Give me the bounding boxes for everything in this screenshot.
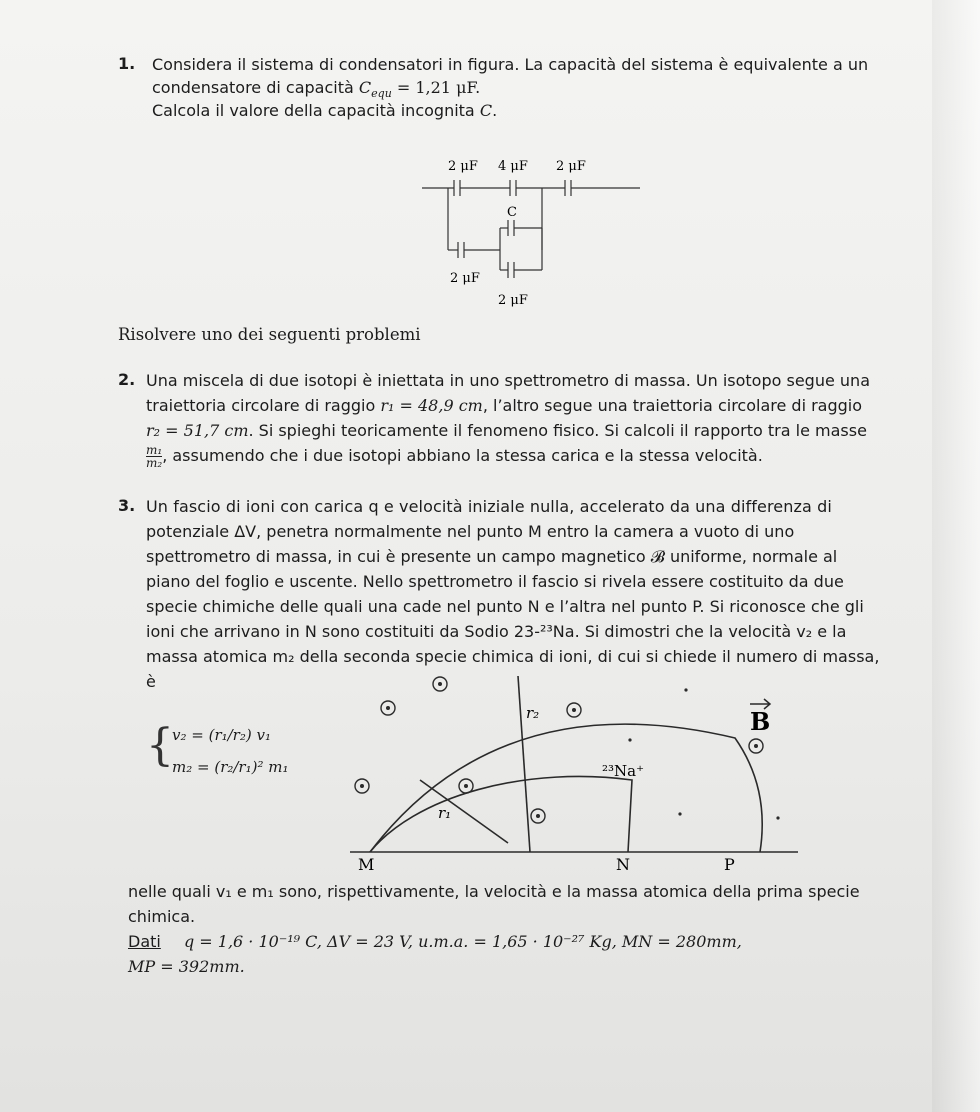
problem-2-line-3: r₂ = 51,7 cm. Si spieghi teoricamente il fenomeno fisico. Si calcoli il rapporto tra le masse xyxy=(146,421,867,440)
problem-3-number: 3. xyxy=(118,496,136,515)
mass-ratio-fraction: $\frac{\text{m₁}}{\text{m₂}}$ xyxy=(146,443,163,470)
label-top-c2: 4 μF xyxy=(498,159,528,174)
problem-3-line-4: piano del foglio e uscente. Nello spettrometro il fascio si rivela essere costituito da due xyxy=(146,572,844,591)
problem-1-number: 1. xyxy=(118,54,136,73)
problem-2-line-2: traiettoria circolare di raggio r₁ = 48,9 cm, l’altro segue una traiettoria circolare di raggio xyxy=(146,396,863,415)
trajectory-p xyxy=(370,724,762,852)
label-r1: r₁ xyxy=(438,804,452,822)
dati-label: Dati xyxy=(128,932,161,951)
problem-1-line-3: Calcola il valore della capacità incognita C. xyxy=(152,101,498,120)
label-top-c1: 2 μF xyxy=(448,159,478,174)
label-left-bottom: 2 μF xyxy=(450,271,480,286)
problem-3-line-8: è xyxy=(146,672,156,691)
data-line-2: MP = 392mm. xyxy=(128,957,245,976)
problem-3-line-5: specie chimiche delle quali una cade nel punto N e l’altra nel punto P. Si riconosce che gli xyxy=(146,597,864,616)
problem-2-line-1: Una miscela di due isotopi è iniettata in uno spettrometro di massa. Un isotopo segue una xyxy=(146,371,870,390)
capacitor-circuit-diagram xyxy=(410,150,650,320)
brace: { xyxy=(146,720,174,771)
label-top-c3: 2 μF xyxy=(556,159,586,174)
equation-m2: m₂ = (r₂/r₁)² m₁ xyxy=(172,758,289,776)
problem-3-text xyxy=(146,494,916,694)
data-line-1: Dati q = 1,6 · 10⁻¹⁹ C, ΔV = 23 V, u.m.a. = 1,65 · 10⁻²⁷ Kg, MN = 280mm, xyxy=(128,932,742,951)
label-sodium-ion: ²³Na⁺ xyxy=(602,762,645,780)
page-edge xyxy=(932,0,980,1112)
problem-3-line-7: massa atomica m₂ della seconda specie chimica di ioni, di cui si chiede il numero di massa, xyxy=(146,647,880,666)
radius-r2-line xyxy=(518,676,530,852)
problem-3-line-6: ioni che arrivano in N sono costituiti da Sodio 23-²³Na. Si dimostri che la velocità v₂ e la xyxy=(146,622,847,641)
radius-r1-line xyxy=(420,780,508,843)
after-line-2: chimica. xyxy=(128,907,196,926)
problem-1-line-1: Considera il sistema di condensatori in figura. La capacità del sistema è equivalente a un xyxy=(152,55,869,74)
problem-3-line-3: spettrometro di massa, in cui è presente un campo magnetico 𝓑 uniforme, normale al xyxy=(146,547,838,566)
label-right-bottom: 2 μF xyxy=(498,293,528,308)
label-unknown-c: C xyxy=(507,205,517,220)
label-p: P xyxy=(724,855,735,874)
label-b-field: B xyxy=(750,707,771,736)
trajectory-n xyxy=(370,776,632,852)
equation-v2: v₂ = (r₁/r₂) v₁ xyxy=(172,726,271,744)
problem-2-line-4: $\frac{\text{m₁}}{\text{m₂}}$ , assumendo che i due isotopi abbiano la stessa carica e la stessa velocità. xyxy=(146,443,763,470)
problem-3-line-1: Un fascio di ioni con carica q e velocità iniziale nulla, accelerato da una differenza di xyxy=(146,497,832,516)
problem-1-line-2: condensatore di capacità $C_{equ} = 1,21$ μF. xyxy=(152,78,481,101)
label-m: M xyxy=(358,855,375,874)
spectrometer-sketch xyxy=(340,668,810,878)
after-line-1: nelle quali v₁ e m₁ sono, rispettivamente, la velocità e la massa atomica della prima specie xyxy=(128,882,860,901)
problem-3-line-2: potenziale ΔV, penetra normalmente nel punto M entro la camera a vuoto di uno xyxy=(146,522,795,541)
label-r2: r₂ xyxy=(526,704,540,722)
choose-instruction: Risolvere uno dei seguenti problemi xyxy=(118,325,421,344)
problem-2-number: 2. xyxy=(118,370,136,389)
label-n: N xyxy=(616,855,630,874)
